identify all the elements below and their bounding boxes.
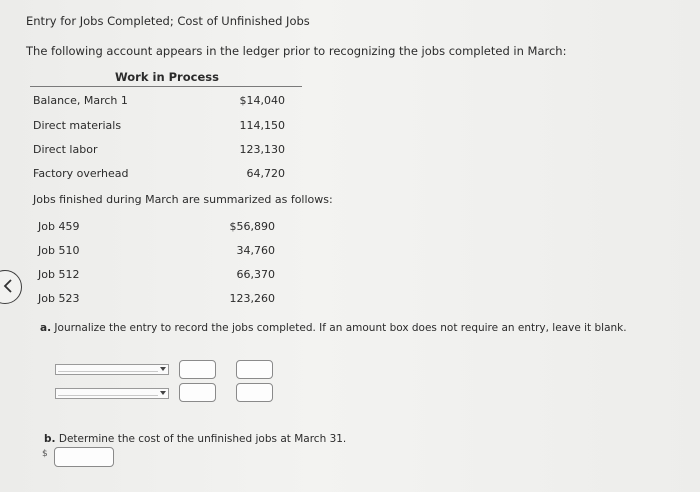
part-b-letter: b. [44, 433, 56, 445]
select-value [58, 391, 158, 396]
journal-account-select[interactable] [55, 388, 169, 399]
debit-amount-input[interactable] [179, 360, 216, 379]
job-label: Job 510 [38, 244, 80, 257]
part-a-prompt [40, 321, 627, 335]
job-label: Job 523 [38, 292, 80, 305]
previous-button[interactable] [0, 270, 22, 304]
debit-amount-input[interactable] [179, 383, 216, 402]
account-row-value: 64,720 [246, 167, 285, 180]
account-row-value: 123,130 [239, 143, 285, 156]
part-b-text: Determine the cost of the unfinished jobs at March 31. [58, 433, 347, 445]
dropdown-arrow-icon [160, 391, 166, 395]
part-a-text: Journalize the entry to record the jobs completed. If an amount box does not require an entry, leave it blank. [54, 322, 627, 334]
part-b-prompt [44, 432, 346, 446]
select-value [58, 367, 158, 372]
t-account-rule [30, 86, 302, 87]
job-value: 34,760 [236, 244, 275, 257]
account-row-label: Direct materials [33, 119, 122, 132]
account-row-label: Factory overhead [33, 167, 129, 180]
job-value: 66,370 [236, 268, 275, 281]
part-a-letter: a. [40, 322, 52, 334]
job-label: Job 512 [38, 268, 80, 281]
intro-text: The following account appears in the ledger prior to recognizing the jobs completed in March: [26, 44, 567, 58]
account-row-value: 114,150 [239, 119, 285, 132]
chevron-left-icon [3, 279, 13, 293]
job-value: $56,890 [229, 220, 275, 233]
credit-amount-input[interactable] [236, 383, 273, 402]
credit-amount-input[interactable] [236, 360, 273, 379]
job-value: 123,260 [229, 292, 275, 305]
dropdown-arrow-icon [160, 367, 166, 371]
account-row-label: Direct labor [33, 143, 98, 156]
job-label: Job 459 [38, 220, 80, 233]
journal-account-select[interactable] [55, 364, 169, 375]
account-row-label: Balance, March 1 [33, 94, 128, 107]
jobs-intro-text: Jobs finished during March are summarized as follows: [33, 193, 333, 206]
account-row-value: $14,040 [239, 94, 285, 107]
unfinished-cost-input[interactable] [54, 447, 114, 467]
currency-symbol: $ [42, 449, 48, 459]
t-account-heading: Work in Process [115, 70, 219, 84]
question-title: Entry for Jobs Completed; Cost of Unfinished Jobs [26, 14, 310, 28]
